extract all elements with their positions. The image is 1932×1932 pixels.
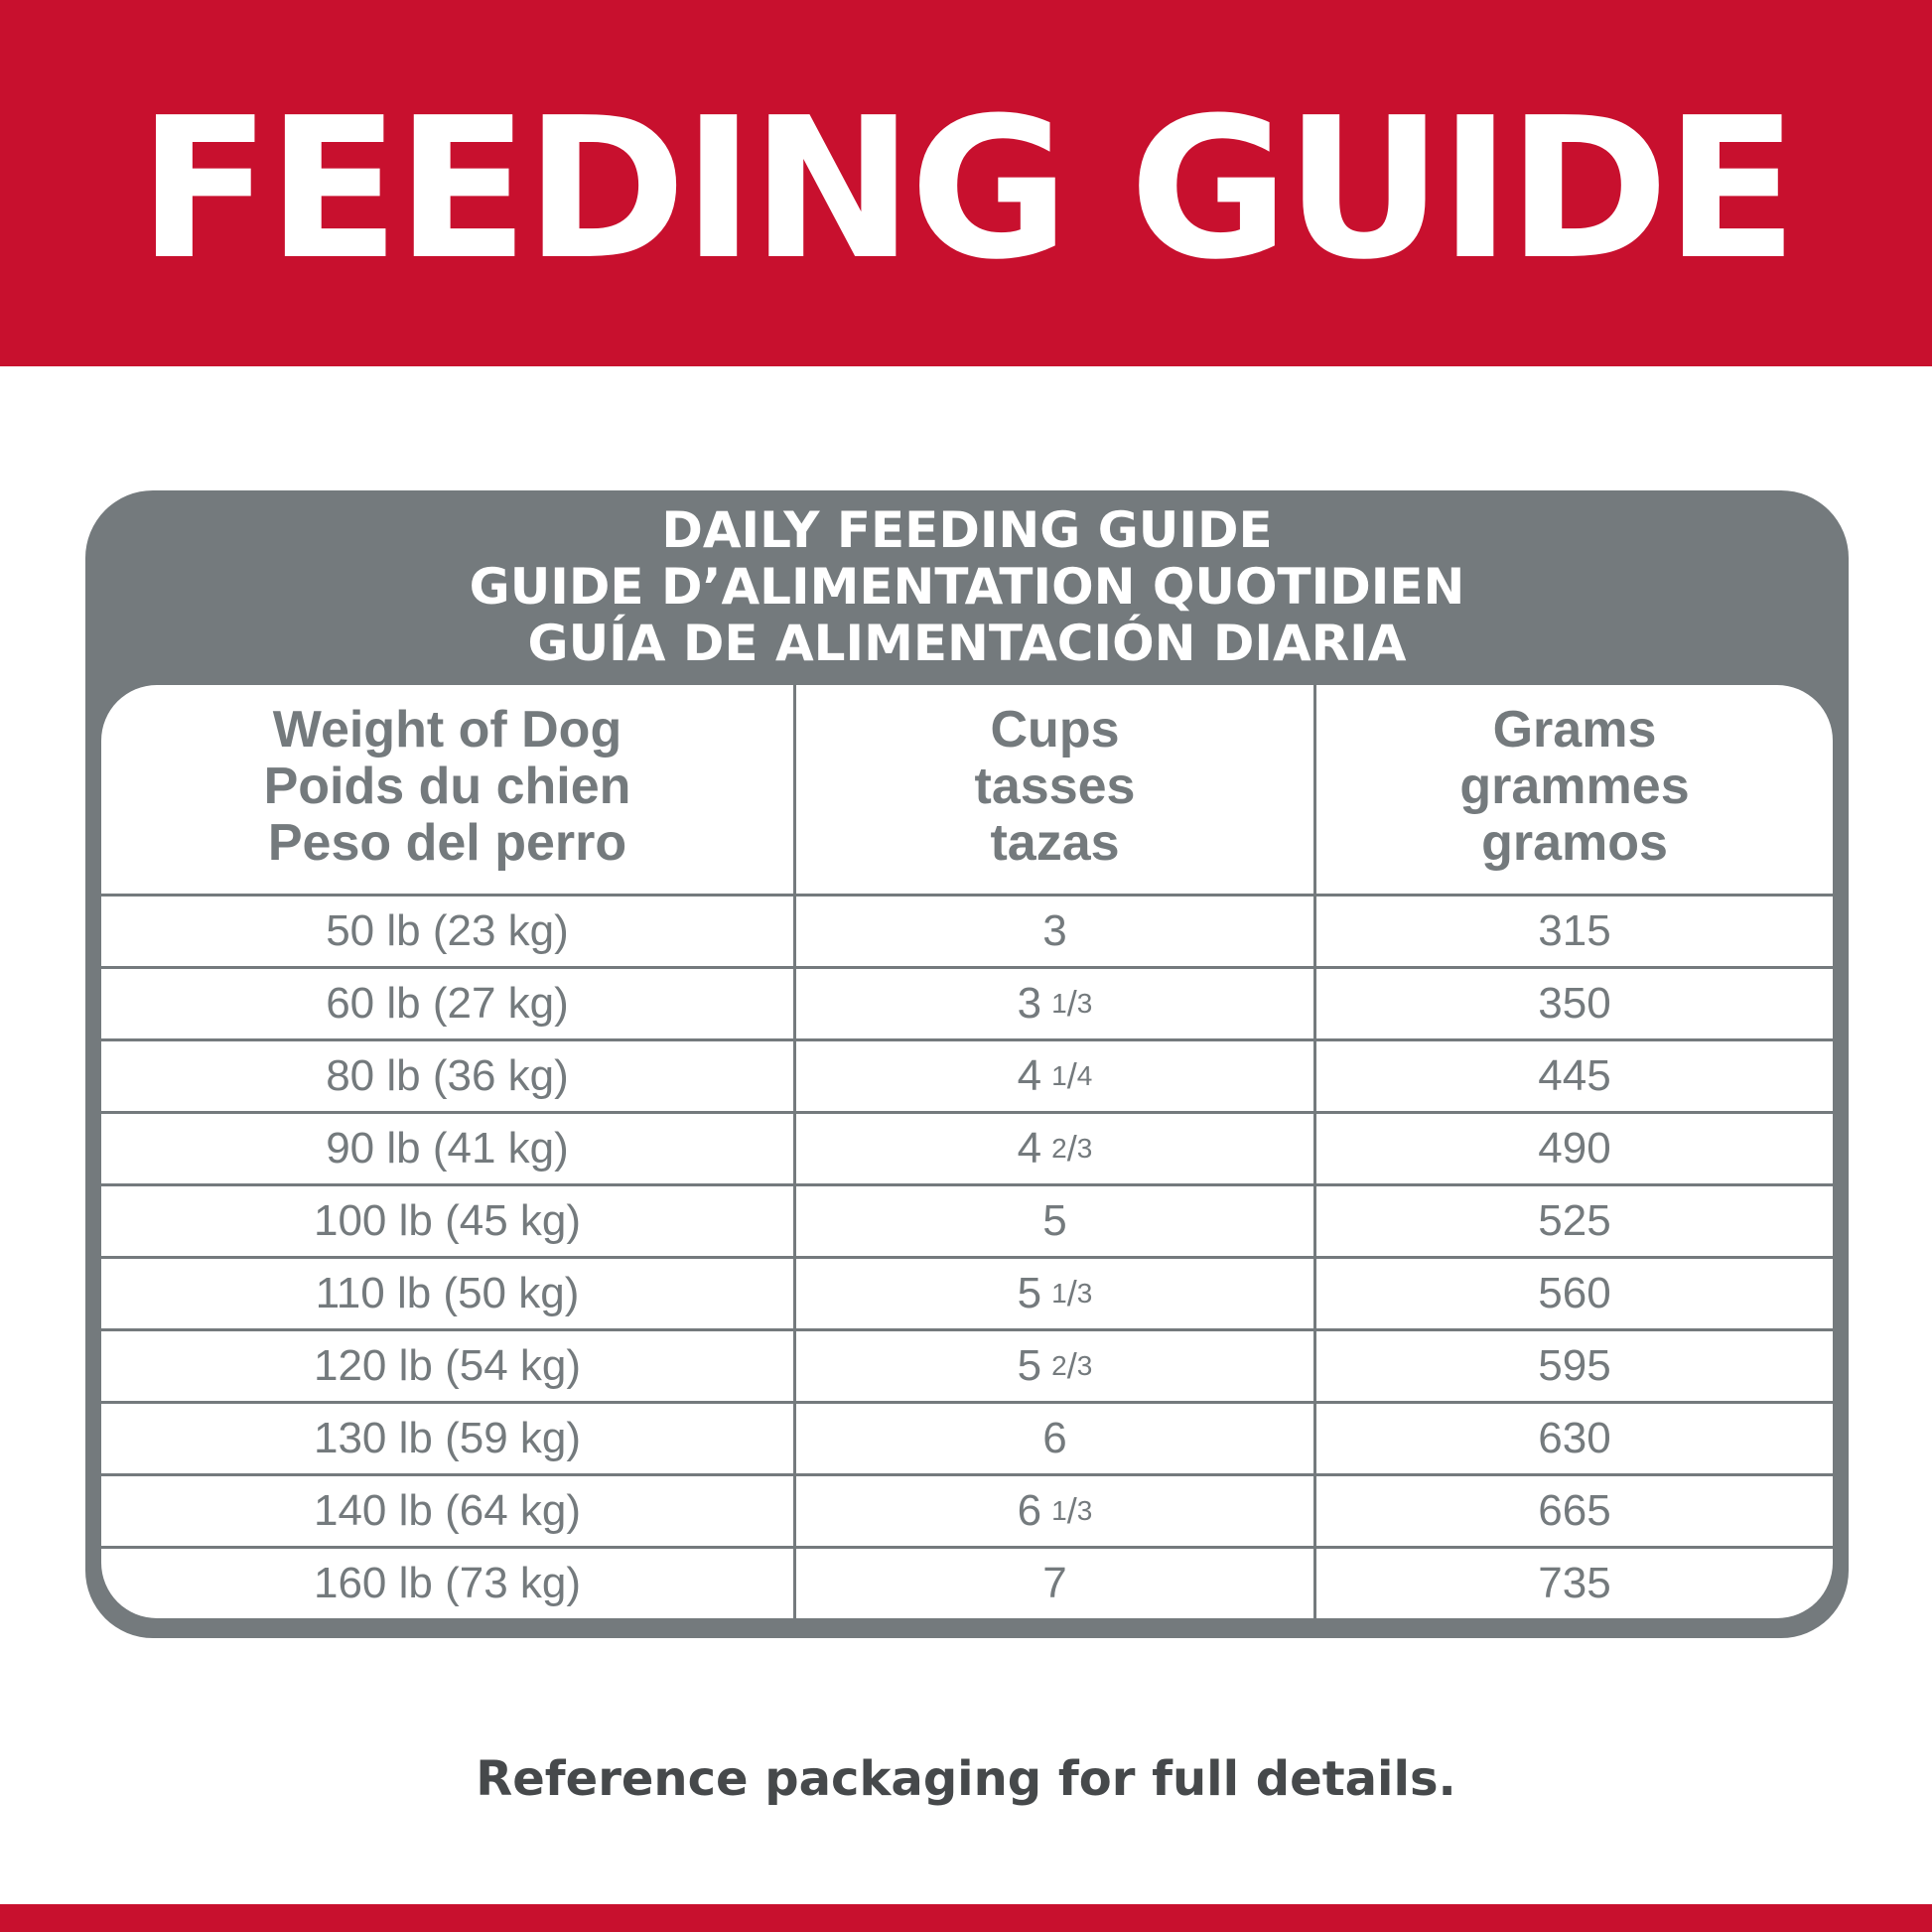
header-cups-en: Cups bbox=[990, 700, 1120, 759]
cups-cell bbox=[796, 897, 1313, 966]
cups-cell bbox=[796, 1549, 1313, 1618]
cups-whole: 5 bbox=[1017, 1341, 1042, 1390]
weight-cell: 90 lb (41 kg) bbox=[101, 1114, 793, 1183]
fraction-slash: / bbox=[1066, 1490, 1077, 1531]
header-grams bbox=[1316, 685, 1833, 894]
weight-cell: 50 lb (23 kg) bbox=[101, 897, 793, 966]
header-cups-fr: tasses bbox=[974, 757, 1136, 815]
panel-title-spanish: GUÍA DE ALIMENTACIÓN DIARIA bbox=[527, 615, 1407, 672]
grams-cell: 445 bbox=[1316, 1041, 1833, 1111]
cups-whole: 4 bbox=[1017, 1051, 1042, 1100]
fraction-slash: / bbox=[1066, 1055, 1077, 1096]
bottom-bar bbox=[0, 1904, 1932, 1932]
grams-cell: 595 bbox=[1316, 1331, 1833, 1401]
panel-title-english: DAILY FEEDING GUIDE bbox=[661, 501, 1273, 559]
header-cups-es: tazas bbox=[990, 813, 1120, 872]
cups-cell: 5 2 / 3 bbox=[796, 1331, 1313, 1401]
grams-cell: 315 bbox=[1316, 897, 1833, 966]
cups-whole: 7 bbox=[1042, 1559, 1067, 1607]
cups-cell: 3 1 / 3 bbox=[796, 969, 1313, 1038]
daily-feeding-guide-panel bbox=[85, 490, 1849, 1638]
grams-cell: 630 bbox=[1316, 1404, 1833, 1473]
weight-cell: 120 lb (54 kg) bbox=[101, 1331, 793, 1401]
feeding-table-grid bbox=[101, 685, 1833, 1618]
cups-cell: 5 1 / 3 bbox=[796, 1259, 1313, 1328]
header-cups bbox=[796, 685, 1313, 894]
header-weight-en: Weight of Dog bbox=[272, 700, 622, 759]
cups-whole: 6 bbox=[1017, 1486, 1042, 1535]
cups-cell bbox=[796, 1404, 1313, 1473]
weight-cell: 110 lb (50 kg) bbox=[101, 1259, 793, 1328]
grams-cell: 490 bbox=[1316, 1114, 1833, 1183]
panel-title bbox=[85, 502, 1849, 672]
weight-cell: 160 lb (73 kg) bbox=[101, 1549, 793, 1618]
cups-whole: 6 bbox=[1042, 1414, 1067, 1462]
cups-cell: 4 2 / 3 bbox=[796, 1114, 1313, 1183]
page-title: FEEDING GUIDE bbox=[138, 75, 1794, 303]
header-weight-es: Peso del perro bbox=[267, 813, 627, 872]
cups-cell: 4 1 / 4 bbox=[796, 1041, 1313, 1111]
cups-whole: 5 bbox=[1017, 1269, 1042, 1317]
fraction-slash: / bbox=[1066, 983, 1077, 1024]
weight-cell: 80 lb (36 kg) bbox=[101, 1041, 793, 1111]
header-grams-es: gramos bbox=[1481, 813, 1668, 872]
footnote: Reference packaging for full details. bbox=[476, 1751, 1456, 1807]
grams-cell: 525 bbox=[1316, 1186, 1833, 1256]
grams-cell: 350 bbox=[1316, 969, 1833, 1038]
cups-cell bbox=[796, 1186, 1313, 1256]
header-grams-fr: grammes bbox=[1459, 757, 1690, 815]
panel-title-french: GUIDE D’ALIMENTATION QUOTIDIEN bbox=[469, 558, 1465, 616]
cups-whole: 5 bbox=[1042, 1196, 1067, 1245]
cups-whole: 4 bbox=[1017, 1124, 1042, 1173]
cups-whole: 3 bbox=[1017, 979, 1042, 1028]
header-weight bbox=[101, 685, 793, 894]
cups-cell: 6 1 / 3 bbox=[796, 1476, 1313, 1546]
fraction-slash: / bbox=[1066, 1128, 1077, 1169]
cups-whole: 3 bbox=[1042, 906, 1067, 955]
header-grams-en: Grams bbox=[1492, 700, 1657, 759]
fraction-slash: / bbox=[1066, 1273, 1077, 1313]
fraction-slash: / bbox=[1066, 1345, 1077, 1386]
grams-cell: 735 bbox=[1316, 1549, 1833, 1618]
grams-cell: 665 bbox=[1316, 1476, 1833, 1546]
weight-cell: 140 lb (64 kg) bbox=[101, 1476, 793, 1546]
header-weight-fr: Poids du chien bbox=[263, 757, 631, 815]
weight-cell: 60 lb (27 kg) bbox=[101, 969, 793, 1038]
weight-cell: 130 lb (59 kg) bbox=[101, 1404, 793, 1473]
grams-cell: 560 bbox=[1316, 1259, 1833, 1328]
weight-cell: 100 lb (45 kg) bbox=[101, 1186, 793, 1256]
feeding-table bbox=[101, 685, 1833, 1618]
feeding-guide-banner bbox=[0, 0, 1932, 366]
